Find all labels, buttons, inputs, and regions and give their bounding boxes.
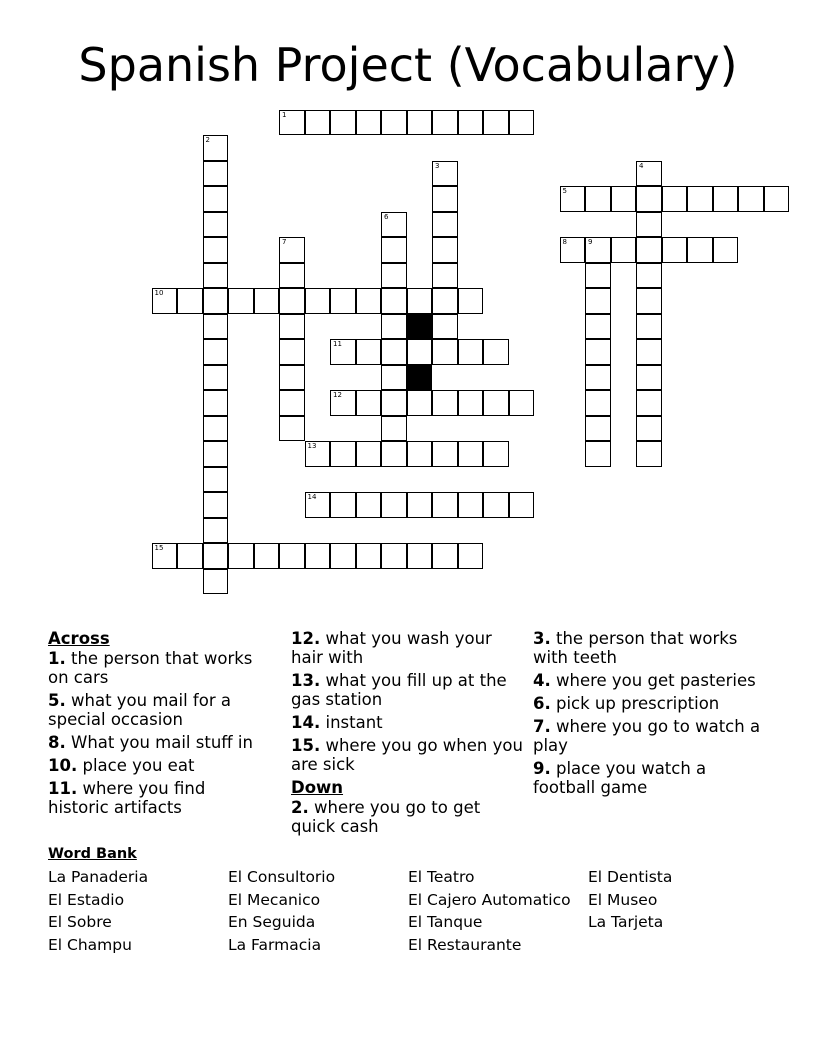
grid-cell[interactable] [407, 110, 433, 136]
grid-cell[interactable] [636, 263, 662, 289]
grid-cell[interactable] [203, 237, 229, 263]
clues-column-2 [291, 629, 523, 840]
clue-number: 7 [282, 238, 287, 246]
grid-cell[interactable] [432, 314, 458, 340]
clue-number: 3 [435, 161, 440, 170]
grid-cell[interactable] [458, 441, 484, 467]
grid-cell[interactable] [585, 237, 611, 263]
grid-cell[interactable] [585, 263, 611, 289]
grid-cell[interactable] [432, 492, 458, 518]
grid-cell[interactable] [203, 161, 229, 187]
grid-cell[interactable] [611, 186, 637, 212]
grid-cell[interactable] [356, 110, 382, 136]
grid-cell[interactable] [177, 288, 203, 314]
blocked-cell [407, 314, 433, 340]
grid-cell[interactable] [662, 186, 688, 212]
grid-cell[interactable] [203, 263, 229, 289]
grid-cell[interactable] [483, 390, 509, 416]
grid-cell[interactable] [713, 237, 739, 263]
clue-number: 6 [384, 212, 389, 221]
grid-cell[interactable] [279, 263, 305, 289]
clue-number: 10 [154, 289, 164, 297]
clue-number: 14 [307, 493, 317, 501]
grid-cell[interactable] [203, 492, 229, 518]
grid-cell[interactable] [509, 492, 535, 518]
grid-cell[interactable] [585, 288, 611, 314]
grid-cell[interactable] [279, 365, 305, 391]
clue-down-3[interactable]: 3. the person that works with teeth [533, 629, 738, 667]
clue-across-8[interactable]: 8. What you mail stuff in [48, 733, 253, 752]
word-bank-item: El Restaurante [408, 935, 522, 954]
clues-column-3 [533, 629, 765, 801]
grid-cell[interactable] [279, 288, 305, 314]
grid-cell[interactable] [636, 288, 662, 314]
word-bank-column-1 [48, 868, 148, 958]
grid-cell[interactable] [432, 339, 458, 365]
grid-cell[interactable] [330, 492, 356, 518]
clue-down-4[interactable]: 4. where you get pasteries [533, 671, 756, 690]
word-bank-item: El Sobre [48, 913, 112, 931]
grid-cell[interactable] [432, 161, 458, 187]
grid-cell[interactable] [713, 186, 739, 212]
grid-cell[interactable] [254, 543, 280, 569]
grid-cell[interactable] [279, 339, 305, 365]
grid-cell[interactable] [177, 543, 203, 569]
grid-cell[interactable] [432, 263, 458, 289]
grid-cell[interactable] [381, 441, 407, 467]
word-bank-item: La Panaderia [48, 868, 149, 886]
grid-cell[interactable] [254, 288, 280, 314]
grid-cell[interactable] [483, 339, 509, 365]
clue-number: 13 [307, 442, 317, 450]
word-bank-item: En Seguida [228, 913, 316, 931]
grid-cell[interactable] [305, 441, 331, 467]
page-title: Spanish Project (Vocabulary) [78, 38, 738, 92]
clue-number: 4 [639, 161, 644, 170]
word-bank-item: El Museo [588, 890, 658, 909]
grid-cell[interactable] [381, 314, 407, 340]
grid-cell[interactable] [560, 186, 586, 212]
clue-number: 9 [588, 238, 593, 246]
word-bank-item: La Tarjeta [588, 913, 664, 931]
grid-cell[interactable] [458, 390, 484, 416]
grid-cell[interactable] [585, 416, 611, 442]
grid-cell[interactable] [636, 212, 662, 238]
grid-cell[interactable] [662, 237, 688, 263]
grid-cell[interactable] [687, 186, 713, 212]
grid-cell[interactable] [458, 288, 484, 314]
grid-cell[interactable] [432, 110, 458, 136]
grid-cell[interactable] [585, 339, 611, 365]
grid-cell[interactable] [483, 441, 509, 467]
clue-number: 11 [333, 340, 342, 348]
grid-cell[interactable] [432, 288, 458, 314]
grid-cell[interactable] [432, 543, 458, 569]
grid-cell[interactable] [483, 492, 509, 518]
grid-cell[interactable] [203, 314, 229, 340]
clue-across-12[interactable]: 12. what you wash your hair with [291, 629, 492, 667]
grid-cell[interactable] [356, 288, 382, 314]
grid-cell[interactable] [636, 416, 662, 442]
grid-cell[interactable] [279, 237, 305, 263]
word-bank-column-2 [228, 868, 335, 958]
grid-cell[interactable] [203, 416, 229, 442]
grid-cell[interactable] [611, 237, 637, 263]
grid-cell[interactable] [381, 416, 407, 442]
grid-cell[interactable] [585, 390, 611, 416]
clue-down-6[interactable]: 6. pick up prescription [533, 694, 720, 713]
grid-cell[interactable] [330, 110, 356, 136]
grid-cell[interactable] [330, 441, 356, 467]
word-bank-column-4 [588, 868, 672, 936]
grid-cell[interactable] [381, 492, 407, 518]
grid-cell[interactable] [407, 288, 433, 314]
grid-cell[interactable] [152, 288, 178, 314]
grid-cell[interactable] [636, 365, 662, 391]
grid-cell[interactable] [585, 365, 611, 391]
grid-cell[interactable] [432, 186, 458, 212]
grid-cell[interactable] [203, 212, 229, 238]
grid-cell[interactable] [483, 110, 509, 136]
grid-cell[interactable] [356, 390, 382, 416]
grid-cell[interactable] [279, 110, 305, 136]
grid-cell[interactable] [203, 467, 229, 493]
grid-cell[interactable] [764, 186, 790, 212]
grid-cell[interactable] [738, 186, 764, 212]
grid-cell[interactable] [203, 186, 229, 212]
grid-cell[interactable] [228, 543, 254, 569]
word-bank-item: El Consultorio [228, 868, 336, 886]
grid-cell[interactable] [585, 314, 611, 340]
grid-cell[interactable] [636, 186, 662, 212]
grid-cell[interactable] [381, 339, 407, 365]
grid-cell[interactable] [381, 365, 407, 391]
grid-cell[interactable] [407, 339, 433, 365]
grid-cell[interactable] [636, 390, 662, 416]
grid-cell[interactable] [305, 543, 331, 569]
word-bank-item: El Teatro [408, 868, 475, 886]
grid-cell[interactable] [279, 416, 305, 442]
word-bank-item: La Farmacia [228, 935, 322, 954]
grid-cell[interactable] [381, 390, 407, 416]
grid-cell[interactable] [203, 339, 229, 365]
grid-cell[interactable] [330, 390, 356, 416]
word-bank-item: El Champu [48, 935, 132, 954]
grid-cell[interactable] [279, 390, 305, 416]
word-bank-item: El Mecanico [228, 890, 321, 909]
clue-number: 12 [333, 391, 342, 399]
clue-number: 8 [562, 238, 567, 246]
word-bank-item: El Dentista [588, 868, 673, 886]
grid-cell[interactable] [279, 314, 305, 340]
grid-cell[interactable] [356, 543, 382, 569]
grid-cell[interactable] [509, 390, 535, 416]
grid-cell[interactable] [279, 543, 305, 569]
grid-cell[interactable] [458, 492, 484, 518]
word-bank-column-3 [408, 868, 571, 958]
grid-cell[interactable] [636, 339, 662, 365]
grid-cell[interactable] [356, 492, 382, 518]
grid-cell[interactable] [432, 390, 458, 416]
grid-cell[interactable] [203, 441, 229, 467]
grid-cell[interactable] [152, 543, 178, 569]
clue-across-5[interactable]: 5. what you mail for a special occasion [48, 691, 231, 729]
word-bank-item: El Cajero Automatico [408, 890, 571, 909]
grid-cell[interactable] [203, 365, 229, 391]
down-heading: Down [291, 778, 344, 797]
grid-cell[interactable] [203, 288, 229, 314]
grid-cell[interactable] [560, 237, 586, 263]
grid-cell[interactable] [356, 441, 382, 467]
grid-cell[interactable] [381, 110, 407, 136]
grid-cell[interactable] [636, 314, 662, 340]
grid-cell[interactable] [432, 441, 458, 467]
word-bank-item: El Estadio [48, 890, 125, 909]
clue-number: 1 [282, 110, 287, 119]
grid-cell[interactable] [228, 288, 254, 314]
grid-cell[interactable] [305, 288, 331, 314]
clue-down-2[interactable]: 2. where you go to get quick cash [291, 798, 481, 836]
grid-cell[interactable] [407, 441, 433, 467]
grid-cell[interactable] [381, 288, 407, 314]
grid-cell[interactable] [305, 110, 331, 136]
grid-cell[interactable] [432, 237, 458, 263]
grid-cell[interactable] [305, 492, 331, 518]
grid-cell[interactable] [381, 263, 407, 289]
grid-cell[interactable] [585, 186, 611, 212]
grid-cell[interactable] [203, 543, 229, 569]
grid-cell[interactable] [636, 161, 662, 187]
grid-cell[interactable] [636, 237, 662, 263]
grid-cell[interactable] [381, 212, 407, 238]
grid-cell[interactable] [407, 390, 433, 416]
grid-cell[interactable] [407, 543, 433, 569]
grid-cell[interactable] [381, 543, 407, 569]
grid-cell[interactable] [458, 110, 484, 136]
word-bank-title: Word Bank [48, 846, 137, 862]
clue-number: 2 [205, 136, 210, 144]
across-heading: Across [48, 629, 110, 648]
grid-cell[interactable] [356, 339, 382, 365]
clue-across-10[interactable]: 10. place you eat [48, 756, 195, 775]
clue-down-7[interactable]: 7. where you go to watch a play [533, 717, 761, 755]
clue-number: 5 [562, 187, 567, 195]
grid-cell[interactable] [585, 441, 611, 467]
blocked-cell [407, 365, 433, 391]
grid-cell[interactable] [203, 390, 229, 416]
grid-cell[interactable] [203, 569, 229, 595]
clue-across-11[interactable]: 11. where you find historic artifacts [48, 779, 206, 817]
grid-cell[interactable] [458, 543, 484, 569]
grid-cell[interactable] [330, 288, 356, 314]
clues-column-1 [48, 629, 270, 821]
grid-cell[interactable] [203, 135, 229, 161]
clue-across-15[interactable]: 15. where you go when you are sick [291, 736, 523, 774]
grid-cell[interactable] [203, 518, 229, 544]
grid-cell[interactable] [407, 492, 433, 518]
grid-cell[interactable] [458, 339, 484, 365]
grid-cell[interactable] [509, 110, 535, 136]
grid-cell[interactable] [687, 237, 713, 263]
clue-number: 15 [154, 544, 164, 552]
grid-cell[interactable] [432, 212, 458, 238]
clue-down-9[interactable]: 9. place you watch a football game [533, 759, 707, 797]
grid-cell[interactable] [330, 339, 356, 365]
clue-across-1[interactable]: 1. the person that works on cars [48, 649, 253, 687]
clue-across-14[interactable]: 14. instant [291, 713, 383, 732]
grid-cell[interactable] [330, 543, 356, 569]
clue-across-13[interactable]: 13. what you fill up at the gas station [291, 671, 507, 709]
word-bank-item: El Tanque [408, 913, 483, 931]
grid-cell[interactable] [381, 237, 407, 263]
grid-cell[interactable] [636, 441, 662, 467]
